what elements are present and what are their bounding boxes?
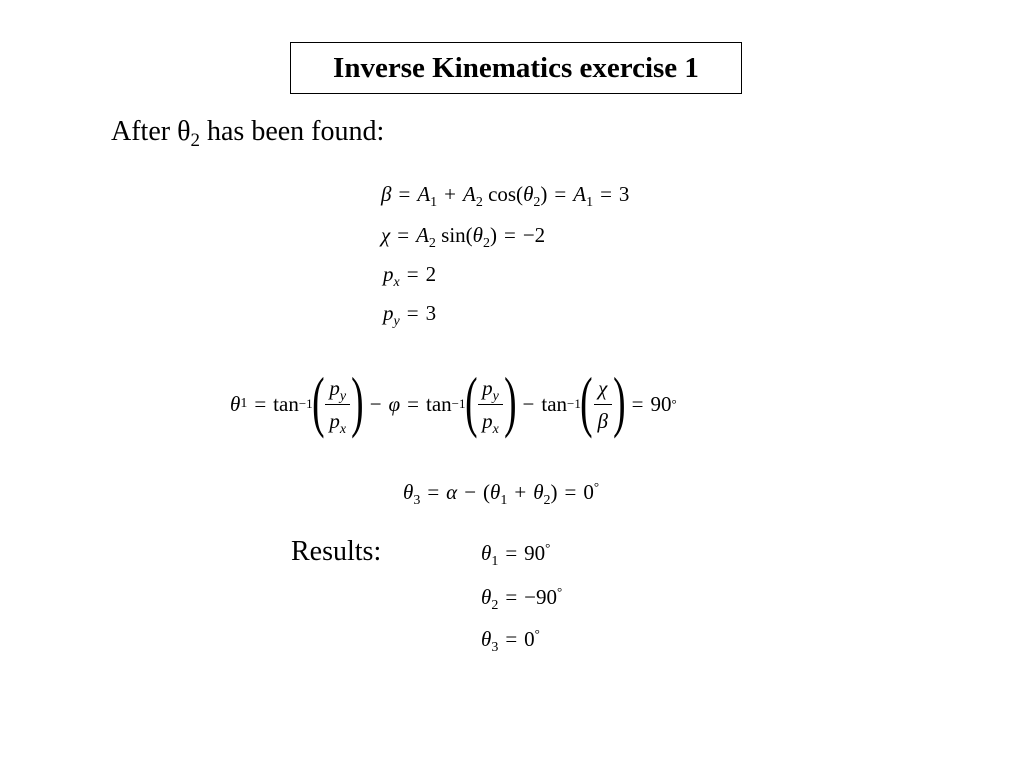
slide-title bbox=[290, 42, 742, 94]
slide-title-text: Inverse Kinematics exercise 1 bbox=[333, 51, 699, 84]
equation-beta: $\beta = A_1 + A_2$ $\cos(\theta_2) = A_1 = 3$ bbox=[381, 182, 630, 210]
equation-theta1: θ 1 = tan −1 ( $\frac{p_y}{p_x}$ ) − φ = tan −1 ( $\frac{p_y}{p_x}$ ) − tan −1 ( $\frac{\chi}{\beta}$ ) = 90 ° bbox=[230, 363, 677, 439]
result-theta3: $\theta_3 = 0^\circ$ bbox=[481, 626, 540, 655]
equation-theta3: $\theta_3 = \alpha - (\theta_1 + \theta_2) = 0^\circ$ bbox=[403, 479, 600, 508]
equation-px: $p_x = 2$ bbox=[383, 262, 437, 290]
intro-text: After $\theta_2$ has been found: bbox=[111, 116, 385, 151]
equation-py: $p_y = 3$ bbox=[383, 301, 437, 329]
equation-chi: $\chi = A_2$ $\sin(\theta_2) = -2$ bbox=[381, 223, 546, 251]
results-label: Results: bbox=[291, 536, 382, 567]
result-theta1: $\theta_1 = 90^\circ$ bbox=[481, 540, 551, 569]
result-theta2: $\theta_2 = -90^\circ$ bbox=[481, 584, 563, 613]
